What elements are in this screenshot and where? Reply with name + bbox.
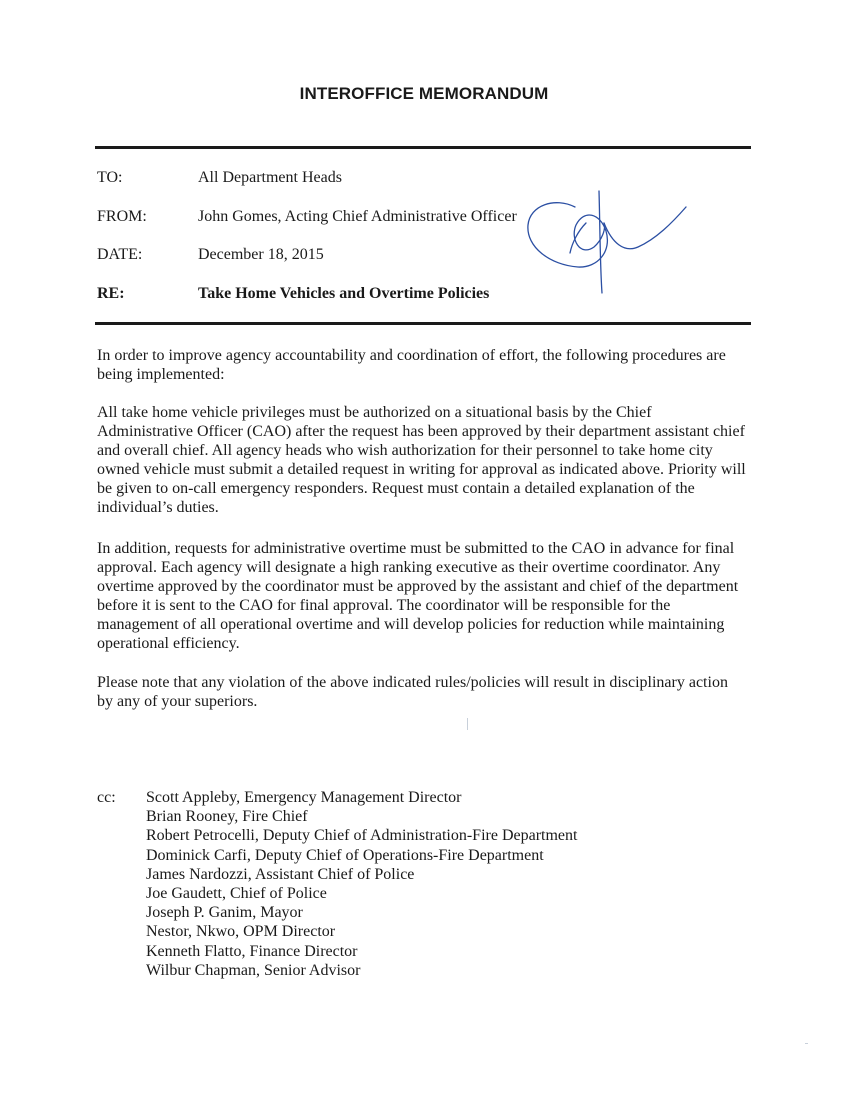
cc-recipient: Joseph P. Ganim, Mayor — [146, 904, 303, 922]
cc-recipient: Joe Gaudett, Chief of Police — [146, 885, 327, 903]
re-label: RE: — [97, 285, 125, 302]
signature-image — [520, 185, 695, 300]
re-value: Take Home Vehicles and Overtime Policies — [198, 285, 490, 302]
body-paragraph — [97, 346, 747, 384]
from-value: John Gomes, Acting Chief Administrative Officer — [198, 208, 517, 225]
signature-stroke — [604, 207, 686, 249]
scan-speck — [805, 1043, 808, 1044]
paragraph-text: All take home vehicle privileges must be authorized on a situational basis by the Chief Administrative Officer (CAO) after the request has been approved by their department assistant chief and overall chief. All agency heads who wish authorization for their personnel to take home city owned vehicle must submit a detailed request in writing for approval as indicated above. Priority will be given to on-call emergency responders. Request must contain a detailed explanation of the individual’s duties. — [97, 404, 746, 516]
to-label: TO: — [97, 169, 123, 186]
paragraph-text: Please note that any violation of the above indicated rules/policies will result in disciplinary action by any of your superiors. — [97, 674, 728, 710]
scan-speck — [467, 718, 468, 730]
date-label: DATE: — [97, 246, 143, 263]
memo-title: INTEROFFICE MEMORANDUM — [299, 84, 549, 103]
cc-recipient-list — [146, 788, 577, 980]
date-value: December 18, 2015 — [198, 246, 324, 263]
cc-recipient: Kenneth Flatto, Finance Director — [146, 942, 358, 960]
cc-recipient: Dominick Carfi, Deputy Chief of Operations-Fire Department — [146, 846, 544, 864]
cc-label: cc: — [97, 789, 116, 806]
signature-stroke — [528, 203, 608, 267]
cc-recipient: Nestor, Nkwo, OPM Director — [146, 923, 336, 941]
body-paragraph — [97, 539, 747, 653]
from-label: FROM: — [97, 208, 147, 225]
to-value: All Department Heads — [198, 169, 342, 186]
cc-recipient: Scott Appleby, Emergency Management Director — [146, 789, 462, 806]
body-paragraph — [97, 403, 747, 517]
header-bottom-divider — [95, 322, 751, 325]
signature-stroke — [599, 191, 602, 293]
cc-recipient: Wilbur Chapman, Senior Advisor — [146, 961, 361, 979]
paragraph-text: In addition, requests for administrative overtime must be submitted to the CAO in advance for final approval. Each agency will designate a high ranking executive as their overtime coordinator. Any overtime approved by the coordinator must be approved by the assistant and chief of the department before it is sent to the CAO for final approval. The coordinator will be responsible for the management of all operational overtime and will develop policies for reduction while maintaining operational efficiency. — [97, 540, 739, 652]
cc-recipient: James Nardozzi, Assistant Chief of Police — [146, 865, 415, 883]
paragraph-text: In order to improve agency accountability and coordination of effort, the following procedures are being implemented: — [97, 347, 726, 383]
header-top-divider — [95, 146, 751, 149]
cc-recipient: Brian Rooney, Fire Chief — [146, 808, 308, 826]
cc-recipient: Robert Petrocelli, Deputy Chief of Administration-Fire Department — [146, 827, 578, 845]
signature-stroke — [570, 223, 586, 253]
body-paragraph — [97, 673, 747, 711]
